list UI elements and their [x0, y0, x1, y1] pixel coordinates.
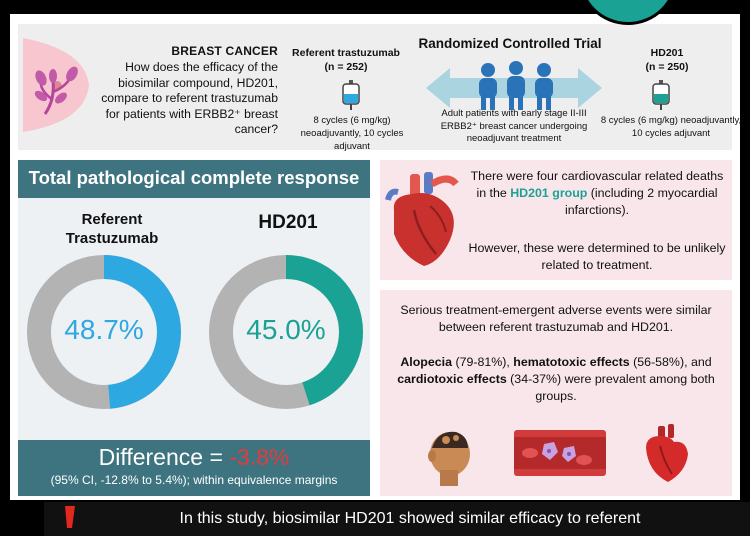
alopecia-label: Alopecia: [400, 355, 452, 369]
difference-ci: (95% CI, -12.8% to 5.4%); within equivalence margins: [50, 473, 338, 487]
hemato-range: (56-58%), and: [629, 355, 712, 369]
arm-left-title: [286, 46, 406, 74]
efficacy-header: [18, 160, 370, 198]
iv-bag-blue-icon: [340, 80, 362, 110]
patients-group-icon: [472, 60, 560, 112]
cardiotox-label: cardiotoxic effects: [397, 372, 507, 386]
efficacy-header-text: Total pathological complete response: [28, 167, 360, 188]
arm-right-n: (n = 250): [645, 61, 689, 73]
question-title: BREAST CANCER: [171, 44, 278, 58]
difference-line: [18, 444, 370, 471]
heart-icon: [640, 424, 692, 484]
arm-left-dosing: 8 cycles (6 mg/kg) neoadjuvantly, 10 cycles adjuvant: [300, 115, 404, 152]
conclusion-text: In this study, biosimilar HD201 showed similar efficacy to referent: [179, 510, 641, 527]
exclamation-icon: [62, 506, 76, 536]
difference-prefix: Difference =: [98, 444, 230, 470]
cardio-text-a: There were four cardiovascular related deaths in the: [470, 169, 724, 200]
cardiotox-range: (34-37%) were prevalent among both groups.: [506, 372, 715, 403]
referent-pcr-value: 48.7%: [64, 314, 144, 345]
difference-box: [18, 440, 370, 496]
arm-right-title: [612, 46, 722, 74]
anatomical-heart-icon: [384, 170, 464, 270]
cardio-deaths-text: [466, 168, 728, 219]
hd201-pcr-value: 45.0%: [246, 314, 326, 345]
blood-vessel-icon: [514, 430, 606, 476]
trial-title: Randomized Controlled Trial: [418, 36, 602, 51]
adverse-details: [390, 354, 722, 405]
referent-label: Referent Trastuzumab: [65, 211, 159, 247]
alopecia-range: (79-81%),: [452, 355, 514, 369]
breast-cancer-icon: [15, 30, 107, 140]
cardio-highlight: HD201 group: [510, 186, 588, 200]
iv-bag-teal-icon: [650, 80, 672, 110]
adverse-intro: Serious treatment-emergent adverse events were similar between referent trastuzumab and HD201.: [400, 303, 712, 334]
arm-right-dosing: 8 cycles (6 mg/kg) neoadjuvantly, 10 cycles adjuvant: [600, 115, 742, 139]
research-question: How does the efficacy of the biosimilar compound, HD201, compare to referent trastuzumab for patients with ERBB2⁺ breast cancer?: [101, 60, 278, 136]
hemato-label: hematotoxic effects: [513, 355, 630, 369]
cardio-text-b: (including 2 myocardial infarctions).: [564, 186, 718, 217]
alopecia-head-icon: [420, 426, 476, 486]
arm-left-name: Referent trastuzumab: [292, 47, 400, 59]
cardio-assessment: However, these were determined to be unlikely related to treatment.: [468, 241, 726, 272]
arm-right-name: HD201: [650, 47, 684, 59]
hd201-label: HD201: [258, 212, 318, 233]
trial-population: Adult patients with early stage II-III ERBB2⁺ breast cancer undergoing neoadjuvant treatment: [440, 108, 588, 144]
difference-value: -3.8%: [229, 444, 290, 470]
arm-left-n: (n = 252): [324, 61, 368, 73]
